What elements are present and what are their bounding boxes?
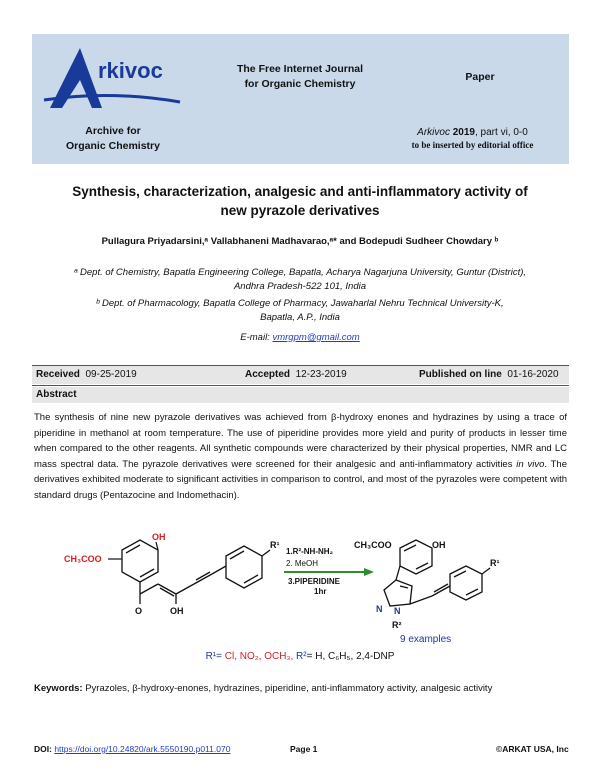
page-number: Page 1: [290, 744, 318, 754]
affiliation-a: [40, 266, 560, 294]
author-list: Pullagura Priyadarsini,ᵃ Vallabhaneni Madhavarao,ᵃ* and Bodepudi Sudheer Chowdary ᵇ: [101, 236, 499, 247]
citation-journal: Arkivoc: [417, 127, 450, 138]
journal-line-2: for Organic Chemistry: [244, 78, 356, 90]
start-enone-chain: [140, 566, 226, 604]
email-link[interactable]: vmrgpm@gmail.com: [272, 332, 360, 343]
start-o-label: O: [135, 606, 143, 616]
aff-a-line-2: Andhra Pradesh-522 101, India: [233, 281, 367, 292]
abstract-in-vivo: in vivo: [516, 458, 545, 470]
title-line-1: Synthesis, characterization, analgesic and anti-inflammatory activity of: [72, 184, 528, 199]
keywords-label: Keywords:: [34, 683, 83, 694]
article-type: Paper: [465, 71, 495, 83]
start-oh-label: OH: [152, 532, 166, 542]
r1-legend-label: R¹=: [205, 651, 225, 662]
substituent-legend: [0, 651, 600, 662]
pyrazole-n2-label: N: [394, 606, 401, 616]
arkivoc-logo: [40, 40, 190, 120]
logo-text: rkivoc: [98, 58, 163, 83]
aff-b-line-2: Bapatla, A.P., India: [260, 312, 340, 323]
start-aryl-ring: [122, 540, 158, 582]
reaction-arrowhead: [364, 568, 374, 576]
abstract-heading-bar: [32, 387, 569, 403]
product-phenyl-ring: [450, 566, 490, 600]
r2-legend-label: R²: [293, 651, 307, 662]
accepted-label: Accepted: [245, 369, 291, 380]
product-r1-label: R¹: [490, 558, 500, 568]
dates-bar: [32, 366, 569, 384]
journal-line-1: The Free Internet Journal: [236, 63, 364, 75]
abstract-heading: Abstract: [36, 389, 77, 400]
pyrazole-ring: [384, 566, 450, 606]
citation-year: 2019: [452, 127, 475, 138]
doi-link[interactable]: https://doi.org/10.24820/ark.5550190.p011.070: [54, 744, 231, 754]
pyrazole-n1-label: N: [376, 604, 383, 614]
archive-label: [58, 124, 168, 154]
doi: [34, 744, 230, 754]
start-phenyl-ring: [226, 546, 270, 588]
product-r2-label: R²: [392, 620, 402, 630]
copyright: ©ARKAT USA, Inc: [496, 744, 569, 754]
journal-name: [215, 62, 385, 92]
corresponding-email: [40, 331, 560, 345]
citation-rest: , part vi, 0-0: [475, 127, 528, 138]
reagent-2: 2. MeOH: [286, 559, 319, 568]
article-title: [40, 182, 560, 220]
r2-legend-values: = H, C₆H₅, 2,4-DNP: [306, 651, 395, 662]
published-label: Published on line: [419, 369, 502, 380]
doi-label: DOI:: [34, 744, 55, 754]
reagent-4: 1hr: [314, 587, 327, 596]
title-line-2: new pyrazole derivatives: [220, 203, 380, 218]
product-oh-label: OH: [432, 540, 446, 550]
citation: [380, 126, 565, 152]
start-r1-label: R¹: [270, 540, 280, 550]
aff-b-line-1: ᵇ Dept. of Pharmacology, Bapatla College of Pharmacy, Jawaharlal Nehru Technical University-K,: [96, 298, 504, 309]
product-aryl-ring: [400, 540, 432, 574]
start-oh2-label: OH: [170, 606, 184, 616]
archive-line-2: Organic Chemistry: [66, 140, 160, 152]
keywords-text: Pyrazoles, β-hydroxy-enones, hydrazines, piperidine, anti-inflammatory activity, analgesic activity: [82, 683, 493, 694]
keywords: [34, 681, 567, 696]
archive-line-1: Archive for: [85, 125, 141, 137]
date-bar-bottom-rule: [32, 385, 569, 386]
abstract-part-2: . The derivatives exhibited moderate to significant activities in comparison to control, and most of the pyrazoles were competent with standard drugs (Pentazocine and Indomethacin).: [34, 458, 567, 501]
email-label: E-mail:: [240, 332, 273, 343]
reagent-3: 3.PIPERIDINE: [288, 577, 341, 586]
aff-a-line-1: ᵃ Dept. of Chemistry, Bapatla Engineering College, Bapatla, Acharya Nagarjuna University, Guntur (District),: [73, 267, 527, 278]
accepted-date: 12-23-2019: [295, 369, 347, 380]
examples-count: 9 examples: [400, 634, 452, 645]
reagent-1: 1.R²-NH-NH₂: [286, 547, 334, 556]
affiliation-b: [40, 297, 560, 325]
abstract-text: [34, 410, 567, 503]
reaction-scheme: [60, 528, 540, 646]
received-label: Received: [36, 369, 80, 380]
r1-legend-values: Cl, NO₂, OCH₃,: [224, 651, 294, 662]
citation-note: to be inserted by editorial office: [411, 140, 534, 150]
product-ester-label: CH₃COO: [354, 540, 392, 550]
published-date: 01-16-2020: [507, 369, 559, 380]
start-ester-label: CH₃COO: [64, 554, 102, 564]
abstract-part-1: The synthesis of nine new pyrazole derivatives was achieved from β-hydroxy enones and hydrazines by using a trace of piperidine in methanol at room temperature. The use of piperidine provides more yield and purity of products in lesser time when compared to the other reagents. All synthetic compounds were characterized by their physical properties, NMR and LC mass spectral data. The pyrazole derivatives were screened for their analgesic and anti-inflammatory activities: [34, 412, 567, 470]
received-date: 09-25-2019: [85, 369, 137, 380]
